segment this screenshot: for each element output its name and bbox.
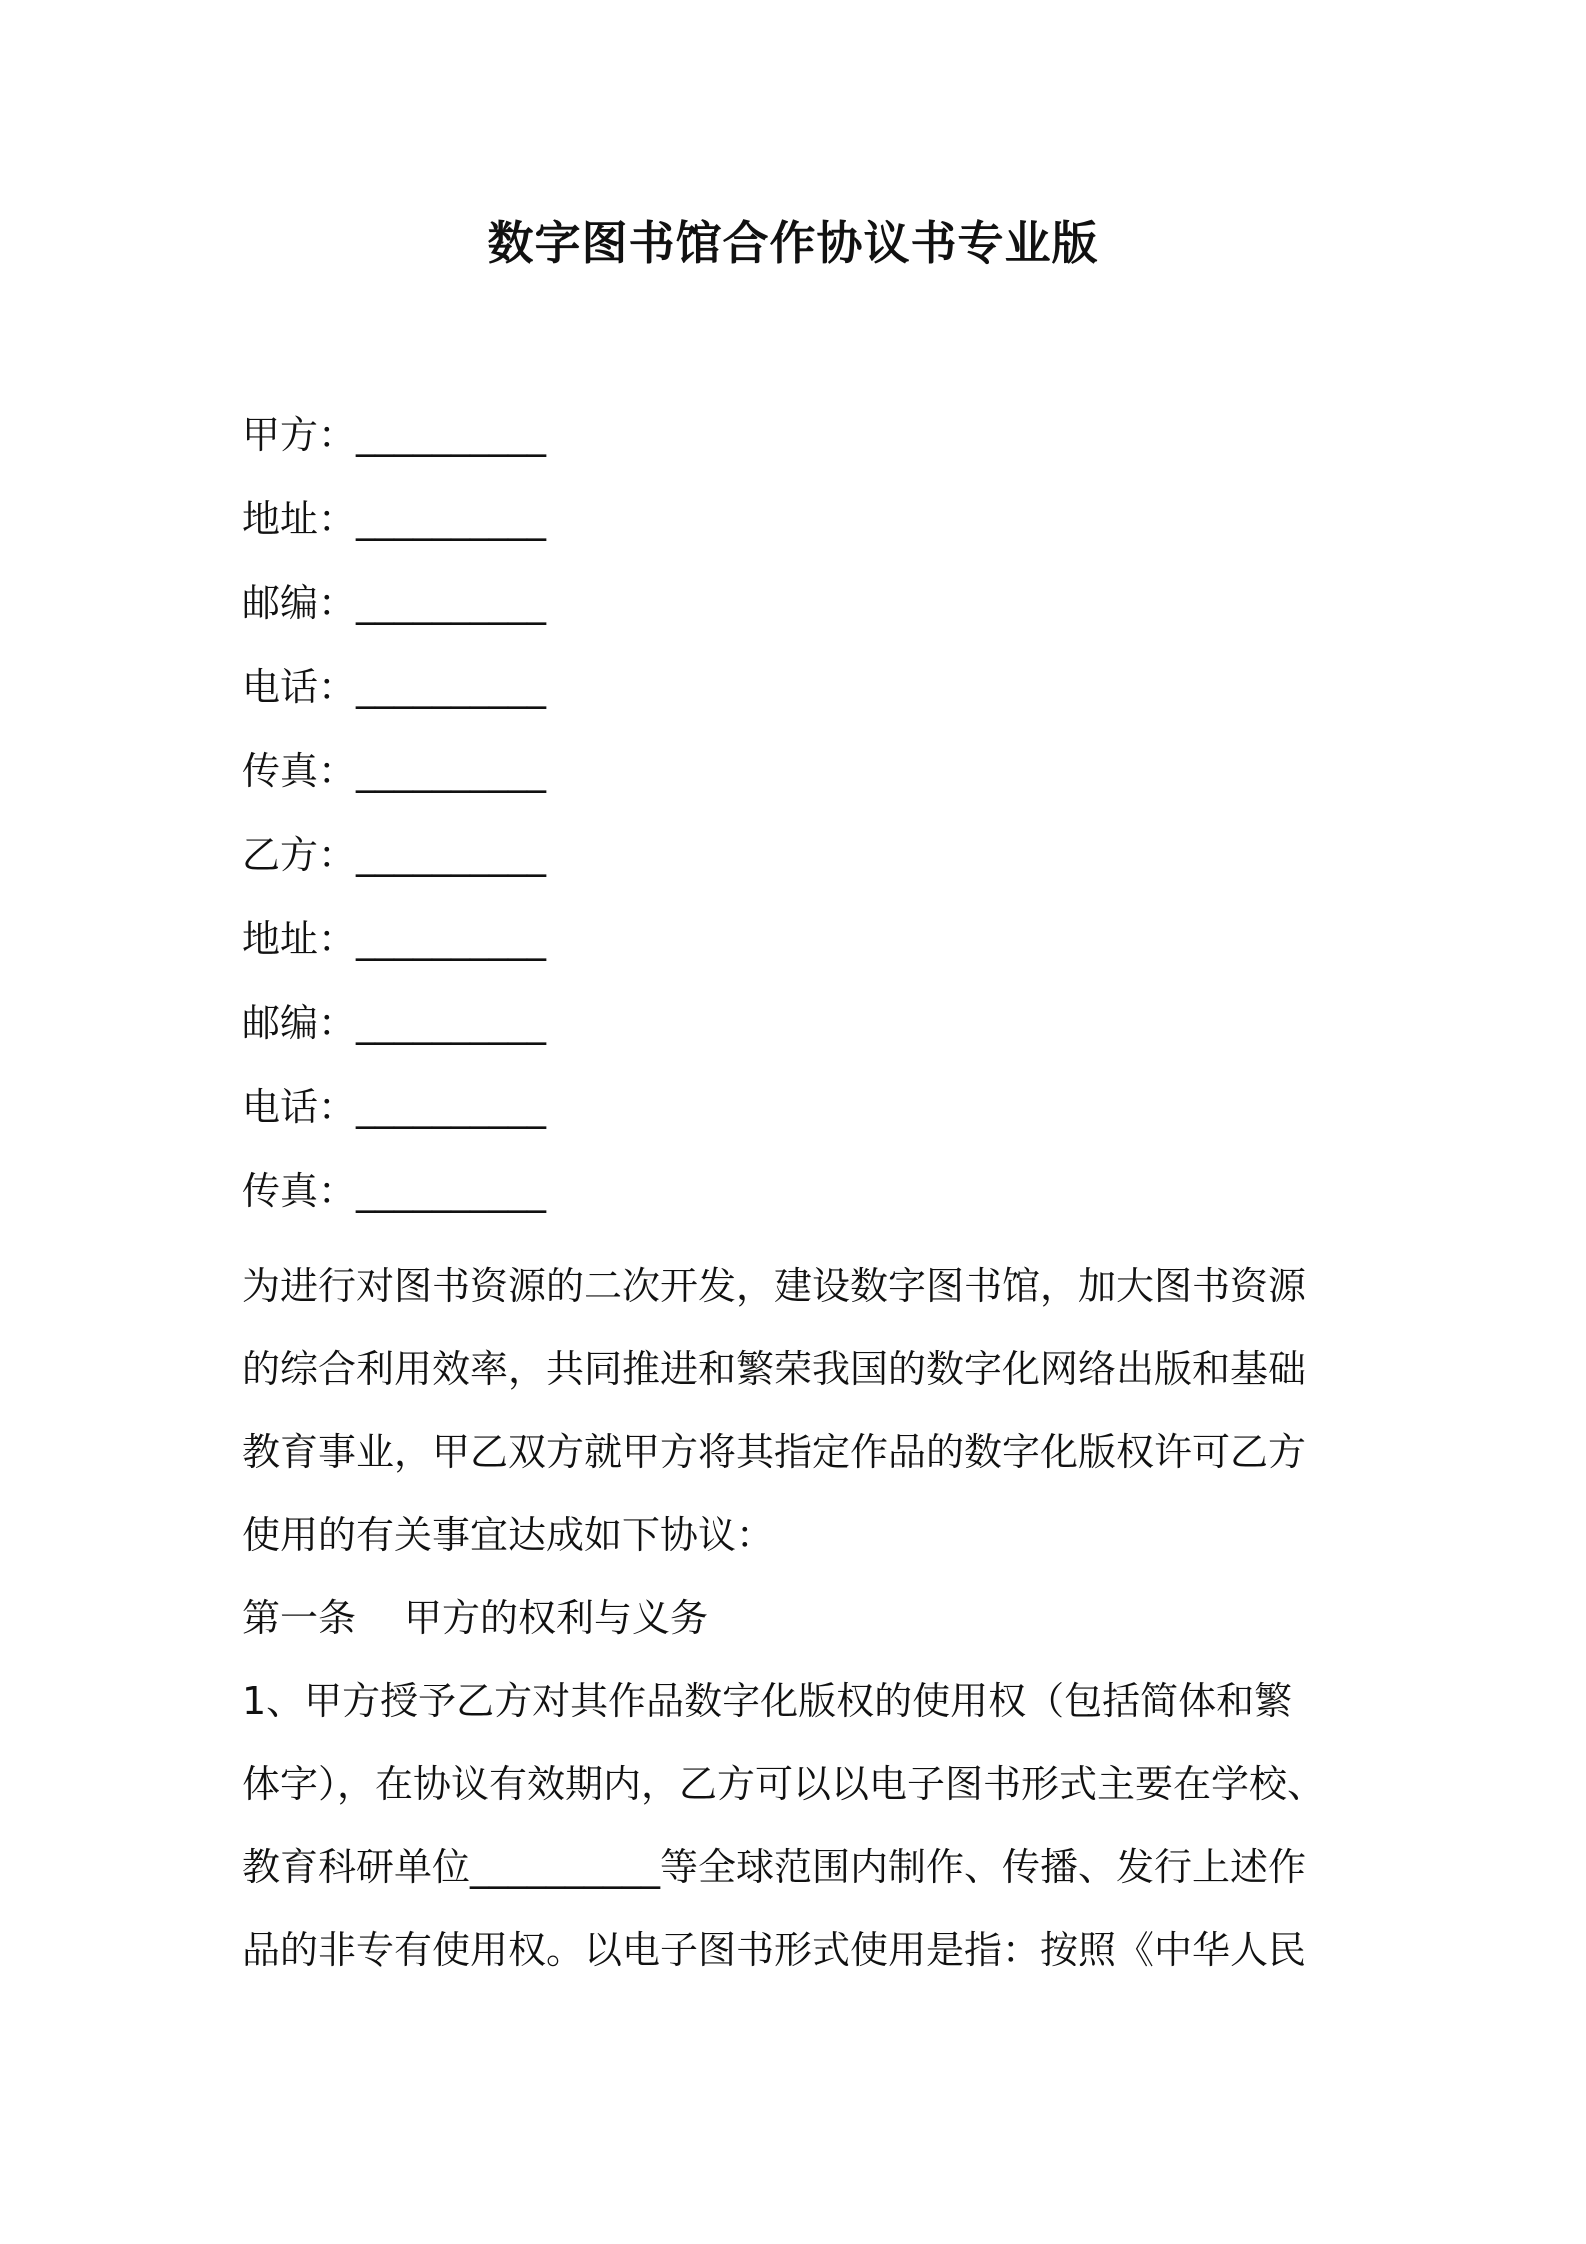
party-field-party-a-address	[242, 491, 546, 575]
paragraph-line: 的综合利用效率，共同推进和繁荣我国的数字化网络出版和基础	[242, 1347, 1307, 1391]
preamble-paragraph	[242, 1245, 1362, 1577]
party-info-list	[242, 407, 546, 1247]
paragraph-line: 体字），在协议有效期内，乙方可以以电子图书形式主要在学校、	[242, 1762, 1326, 1806]
paragraph-line: 1、甲方授予乙方对其作品数字化版权的使用权（包括简体和繁	[242, 1679, 1293, 1723]
article-title: 甲方的权利与义务	[404, 1596, 709, 1640]
party-field-party-a-fax	[242, 743, 546, 827]
field-label: 甲方：	[242, 413, 357, 457]
article-number: 第一条	[242, 1596, 357, 1640]
paragraph-line: 教育科研单位__________等全球范围内制作、传播、发行上述作	[242, 1845, 1307, 1889]
field-label: 传真：	[242, 749, 357, 793]
party-field-party-b-fax	[242, 1163, 546, 1247]
field-label: 传真：	[242, 1169, 357, 1213]
document-title: 数字图书馆合作协议书专业版	[487, 216, 1099, 270]
party-field-party-a-phone	[242, 659, 546, 743]
field-label: 乙方：	[242, 833, 357, 877]
paragraph-line: 使用的有关事宜达成如下协议：	[242, 1513, 775, 1557]
fill-in-blank: __________	[356, 1085, 547, 1129]
field-label: 地址：	[242, 497, 357, 541]
field-label: 邮编：	[242, 581, 357, 625]
field-label: 邮编：	[242, 1001, 357, 1045]
party-field-party-b-address	[242, 911, 546, 995]
clause-paragraph	[242, 1660, 1362, 1992]
party-field-party-b	[242, 827, 546, 911]
fill-in-blank: __________	[356, 581, 547, 625]
fill-in-blank: __________	[356, 833, 547, 877]
paragraph-line: 品的非专有使用权。以电子图书形式使用是指：按照《中华人民	[242, 1928, 1307, 1972]
fill-in-blank: __________	[356, 665, 547, 709]
fill-in-blank: __________	[356, 497, 547, 541]
field-label: 电话：	[242, 665, 357, 709]
party-field-party-b-phone	[242, 1079, 546, 1163]
fill-in-blank: __________	[356, 749, 547, 793]
fill-in-blank: __________	[356, 1001, 547, 1045]
fill-in-blank: __________	[356, 1169, 547, 1213]
fill-in-blank: __________	[356, 413, 547, 457]
field-label: 地址：	[242, 917, 357, 961]
party-field-party-a-postcode	[242, 575, 546, 659]
field-label: 电话：	[242, 1085, 357, 1129]
paragraph-line: 教育事业，甲乙双方就甲方将其指定作品的数字化版权许可乙方	[242, 1430, 1307, 1474]
agreement-body	[242, 1245, 1362, 1992]
party-field-party-a	[242, 407, 546, 491]
article-heading	[242, 1577, 1362, 1660]
paragraph-line: 为进行对图书资源的二次开发，建设数字图书馆，加大图书资源	[242, 1264, 1307, 1308]
party-field-party-b-postcode	[242, 995, 546, 1079]
fill-in-blank: __________	[356, 917, 547, 961]
